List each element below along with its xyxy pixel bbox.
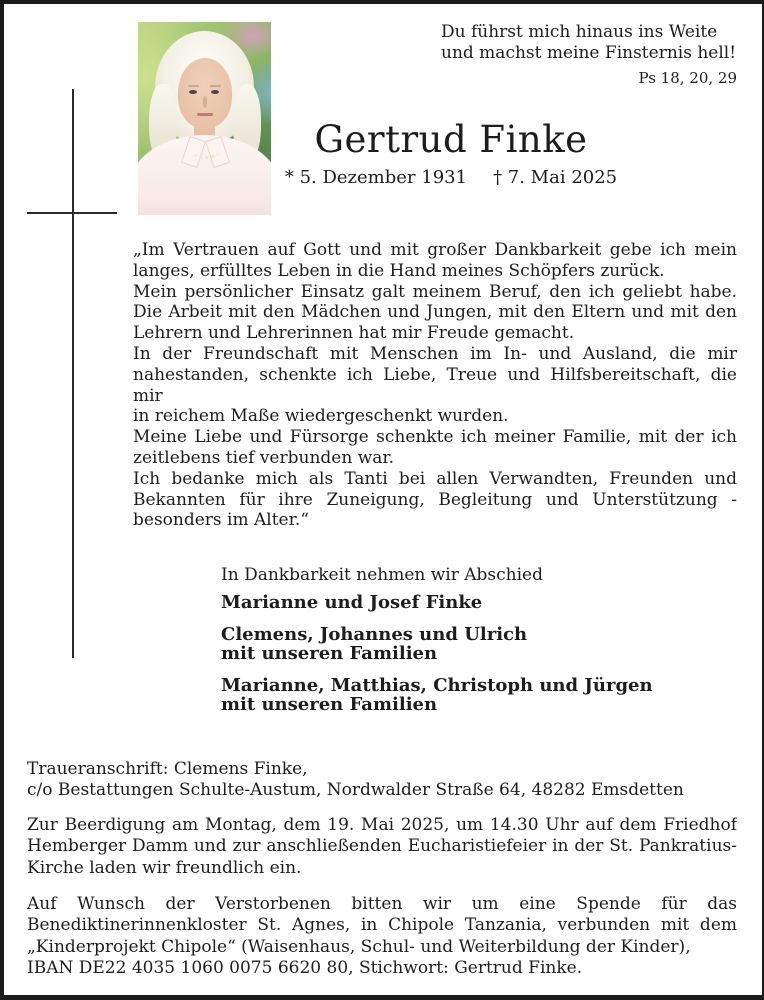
donation-line: Benediktinerinnenkloster St. Agnes, in Chipole Tanzania, verbunden mit dem	[27, 915, 737, 936]
death-date: † 7. Mai 2025	[493, 167, 618, 188]
donation-info	[27, 894, 737, 980]
obituary-line: Lehrern und Lehrerinnen hat mir Freude gemacht.	[133, 323, 575, 344]
mourner-family-2: Clemens, Johannes und Ulrich	[221, 624, 528, 645]
obituary-line: Bekannten für ihre Zuneigung, Begleitung und Unterstützung -	[133, 489, 737, 510]
obituary-line: zeitlebens tief verbunden war.	[133, 447, 395, 468]
cross-icon-bar	[27, 212, 117, 214]
funeral-info	[27, 815, 737, 879]
obituary-line: in reichem Maße wiedergeschenkt wurden.	[133, 406, 509, 427]
obituary-line: In der Freundschaft mit Menschen im In- und Ausland, die mir	[133, 343, 737, 364]
mourner-family-1: Marianne und Josef Finke	[221, 592, 483, 613]
obituary-line: langes, erfülltes Leben in die Hand meines Schöpfers zurück.	[133, 260, 665, 281]
mourner-family-2-suffix: mit unseren Familien	[221, 643, 438, 664]
donation-line: „Kinderprojekt Chipole“ (Waisenhaus, Schul- und Weiterbildung der Kinder),	[27, 936, 691, 957]
life-dates	[236, 166, 666, 190]
funeral-line: Kirche laden wir freundlich ein.	[27, 857, 302, 878]
photo-face	[178, 58, 232, 128]
psalm-reference: Ps 18, 20, 29	[638, 69, 737, 87]
funeral-line: Hemberger Damm und zur anschließenden Eucharistiefeier in der St. Pankratius-	[27, 836, 737, 857]
psalm-line: und machst meine Finsternis hell!	[441, 43, 737, 63]
donation-line: Auf Wunsch der Verstorbenen bitten wir um eine Spende für das	[27, 894, 737, 914]
mourner-family-3-suffix: mit unseren Familien	[221, 694, 438, 715]
psalm-line: Du führst mich hinaus ins Weite	[441, 22, 718, 42]
deceased-name: Gertrud Finke	[314, 118, 588, 161]
obituary-line: Meine Liebe und Fürsorge schenkte ich meiner Familie, mit der ich	[133, 427, 737, 448]
obituary-text	[133, 240, 737, 531]
obituary-line: Mein persönlicher Einsatz galt meinem Beruf, den ich geliebt habe.	[133, 281, 737, 302]
mourning-address	[27, 759, 737, 802]
photo-eye-right	[211, 90, 219, 94]
psalm-quote	[441, 22, 737, 89]
farewell-intro: In Dankbarkeit nehmen wir Abschied	[221, 565, 544, 585]
obituary-line: Ich bedanke mich als Tanti bei allen Verwandten, Freunden und	[133, 468, 737, 489]
birth-date: * 5. Dezember 1931	[284, 167, 468, 188]
address-line: Traueranschrift: Clemens Finke,	[27, 759, 308, 779]
photo-eye-left	[189, 90, 197, 94]
photo-brow-left	[188, 85, 199, 87]
photo-pearl-necklace	[192, 144, 219, 159]
donation-line: IBAN DE22 4035 1060 0075 6620 80, Stichwort: Gertrud Finke.	[27, 958, 583, 979]
obituary-line: Die Arbeit mit den Mädchen und Jungen, mit den Eltern und mit den	[133, 302, 737, 323]
cross-icon	[72, 89, 74, 658]
obituary-line: „Im Vertrauen auf Gott und mit großer Dankbarkeit gebe ich mein	[133, 240, 737, 260]
obituary-line: nahestanden, schenkte ich Liebe, Treue und Hilfsbereitschaft, die mir	[133, 364, 737, 406]
address-line: c/o Bestattungen Schulte-Austum, Nordwalder Straße 64, 48282 Emsdetten	[27, 780, 684, 801]
photo-mouth	[197, 113, 213, 116]
photo-brow-right	[210, 85, 221, 87]
photo-nose	[203, 96, 207, 108]
funeral-line: Zur Beerdigung am Montag, dem 19. Mai 2025, um 14.30 Uhr auf dem Friedhof	[27, 815, 737, 835]
mourner-family-3: Marianne, Matthias, Christoph und Jürgen	[221, 675, 653, 696]
obituary-line: besonders im Alter.“	[133, 510, 309, 531]
